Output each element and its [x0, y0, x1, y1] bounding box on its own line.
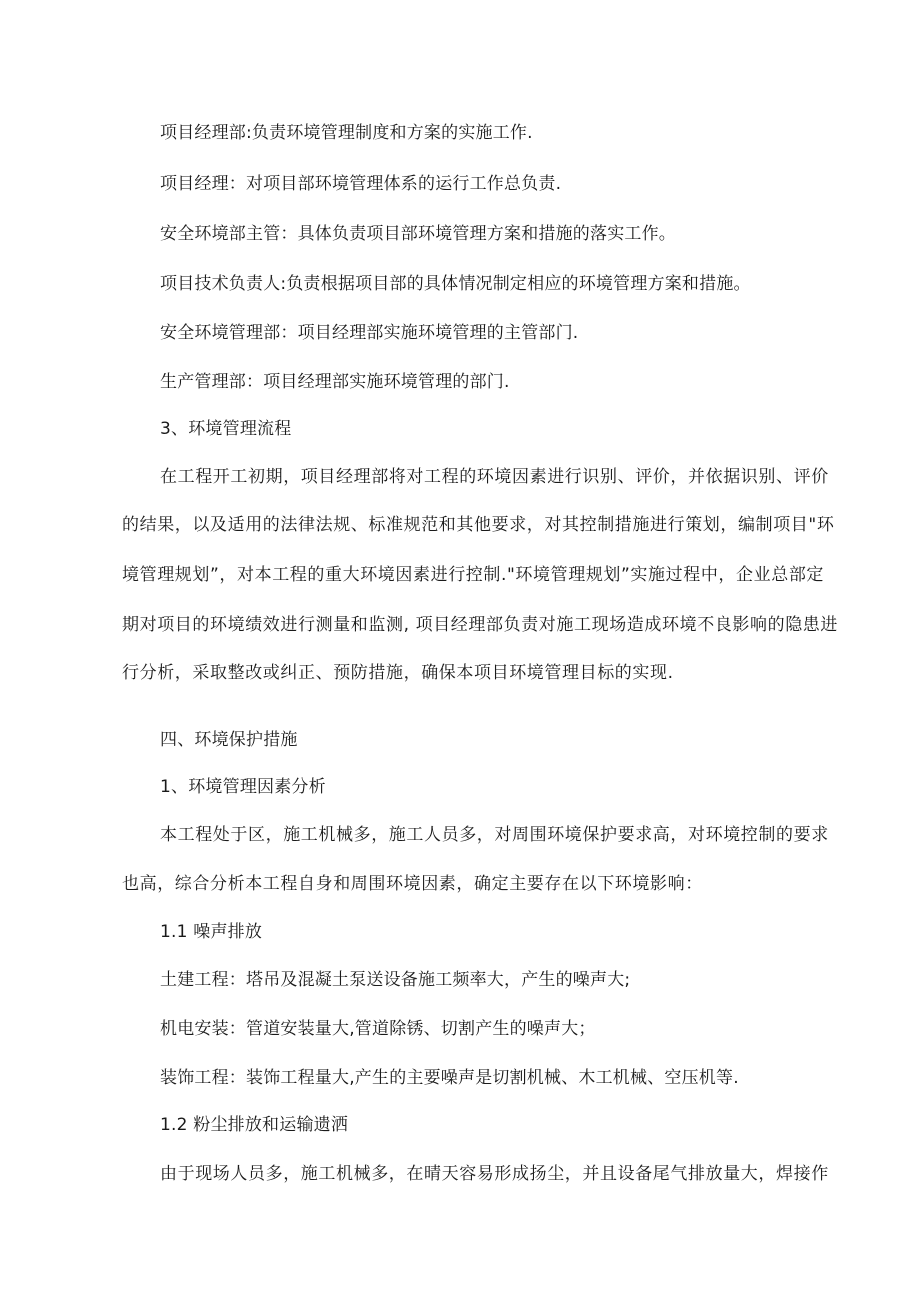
- paragraph-line: 由于现场人员多，施工机械多，在晴天容易形成扬尘，并且设备尾气排放量大，焊接作: [160, 1164, 829, 1184]
- text-line: 项目经理：对项目部环境管理体系的运行工作总负责.: [160, 174, 562, 194]
- paragraph-line: 在工程开工初期，项目经理部将对工程的环境因素进行识别、评价，并依据识别、评价: [160, 467, 829, 487]
- text-line: 项目技术负责人:负责根据项目部的具体情况制定相应的环境管理方案和措施。: [160, 274, 751, 294]
- text-line: 装饰工程：装饰工程量大,产生的主要噪声是切割机械、木工机械、空压机等.: [160, 1068, 739, 1088]
- text-line: 安全环境部主管：具体负责项目部环境管理方案和措施的落实工作。: [160, 224, 676, 244]
- paragraph-line: 行分析，采取整改或纠正、预防措施，确保本项目环境管理目标的实现.: [122, 663, 674, 683]
- text-line: 土建工程：塔吊及混凝土泵送设备施工频率大，产生的噪声大;: [160, 970, 631, 990]
- paragraph-line: 的结果，以及适用的法律法规、标准规范和其他要求，对其控制措施进行策划，编制项目"环: [122, 515, 835, 535]
- text-line: 安全环境管理部：项目经理部实施环境管理的主管部门.: [160, 323, 579, 343]
- subsection-heading: 1、环境管理因素分析: [160, 777, 326, 797]
- paragraph-line: 本工程处于区，施工机械多，施工人员多，对周围环境保护要求高，对环境控制的要求: [160, 825, 829, 845]
- text-line: 机电安装：管道安装量大,管道除锈、切割产生的噪声大；: [160, 1019, 596, 1039]
- paragraph-line: 境管理规划”，对本工程的重大环境因素进行控制."环境管理规划”实施过程中，企业总部定: [122, 565, 825, 585]
- text-line: 生产管理部：项目经理部实施环境管理的部门.: [160, 372, 510, 392]
- section-subheading: 3、环境管理流程: [160, 419, 292, 439]
- paragraph-line: 期对项目的环境绩效进行测量和监测, 项目经理部负责对施工现场造成环境不良影响的隐患进: [122, 615, 839, 635]
- text-line: 项目经理部:负责环境管理制度和方案的实施工作.: [160, 123, 533, 143]
- subsection-heading: 1.2 粉尘排放和运输遗洒: [160, 1115, 349, 1135]
- section-heading: 四、环境保护措施: [160, 730, 298, 750]
- subsection-heading: 1.1 噪声排放: [160, 922, 263, 942]
- paragraph-line: 也高，综合分析本工程自身和周围环境因素，确定主要存在以下环境影响：: [122, 874, 703, 894]
